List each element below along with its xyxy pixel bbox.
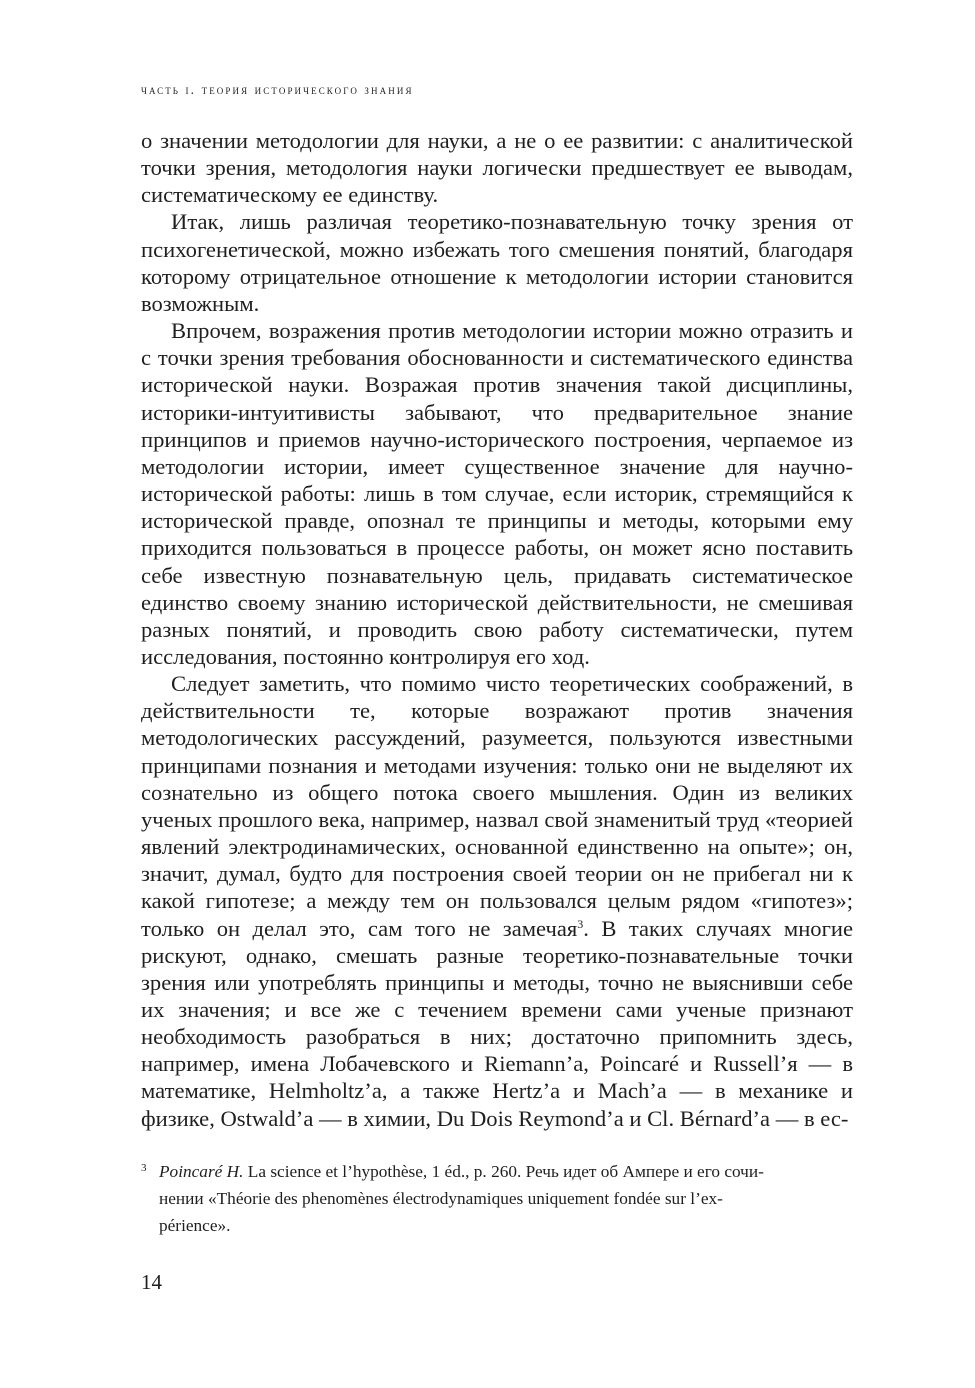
paragraph bbox=[141, 670, 853, 1132]
footnote-author: Poincaré H. bbox=[159, 1162, 244, 1181]
paragraph-text: Следует заметить, что помимо чисто теоретических соображений, в действительности те, которые возражают против значения методологических рассуждений, разумеется, пользуются известными принципами познания и методами изучения: только они не выделяют их сознательно из общего потока своего мышления. Один из великих ученых прошлого века, например, назвал свой знаменитый труд «теорией явлений электродинамических, основанной единственно на опыте»; он, значит, думал, будто для построения своей теории он не прибегал ни к какой гипотезе; а между тем он пользовался целым рядом «гипотез»; только он делал это, сам того не замечая bbox=[141, 671, 853, 941]
footnote-line: 3 Poincaré H. La science et l’hypothèse, 1 éd., p. 260. Речь идет об Ампере и его сочи- bbox=[141, 1162, 764, 1181]
page-number: 14 bbox=[141, 1270, 162, 1294]
running-head: часть i. теория исторического знания bbox=[141, 82, 414, 97]
paragraph-continued: о значении методологии для науки, а не о ее развитии: с аналитической точки зрения, методология науки логически предшествует ее выводам, систематическому ее единству. bbox=[141, 128, 853, 208]
paragraph-text: . В таких случаях многие рискуют, однако, смешать разные теоретико-познавательные точки зрения или употреблять принципы и методы, точно не выяснивши себе их значения; и все же с течением времени сами ученые признают необходимость разобраться в них; достаточно припомнить здесь, например, имена Лобачевского и Riemann’a, Poincaré и Russell’я — в математике, Helmholtz’a, а также Hertz’a и Mach’a — в механике и физике, Ostwald’a — в химии, Du Dois Reymond’a и Cl. Bérnard’a — в ес- bbox=[141, 915, 853, 1131]
footnote bbox=[141, 1158, 853, 1239]
footnote-text: La science et l’hypothèse, 1 éd., p. 260. Речь идет об Ампере и его сочи- bbox=[243, 1162, 764, 1181]
footnote-reference[interactable]: 3 bbox=[577, 916, 584, 931]
body-text bbox=[141, 127, 853, 1132]
paragraph: Итак, лишь различая теоретико-познавательную точку зрения от психогенетической, можно избежать того смешения понятий, благодаря которому отрицательное отношение к методологии истории становится возможным. bbox=[141, 209, 853, 316]
paragraph: Впрочем, возражения против методологии истории можно отразить и с точки зрения требования обоснованности и систематического единства исторической науки. Возражая против значения такой дисциплины, историки-интуитивисты забывают, что предварительное знание принципов и приемов научно-исторического построения, черпаемое из методологии истории, имеет существенное значение для научно-исторической работы: лишь в том случае, если историк, стремящийся к исторической правде, опознал те принципы и методы, которыми ему приходится пользоваться в процессе работы, он может ясно поставить себе известную познавательную цель, придавать систематическое единство своему знанию исторической действительности, не смешивая разных понятий, и проводить свою работу систематически, путем исследования, постоянно контролируя его ход. bbox=[141, 318, 853, 669]
footnote-line: périence». bbox=[159, 1216, 231, 1235]
footnote-line: нении «Théorie des phenomènes électrodynamiques uniquement fondée sur l’ex- bbox=[159, 1189, 723, 1208]
